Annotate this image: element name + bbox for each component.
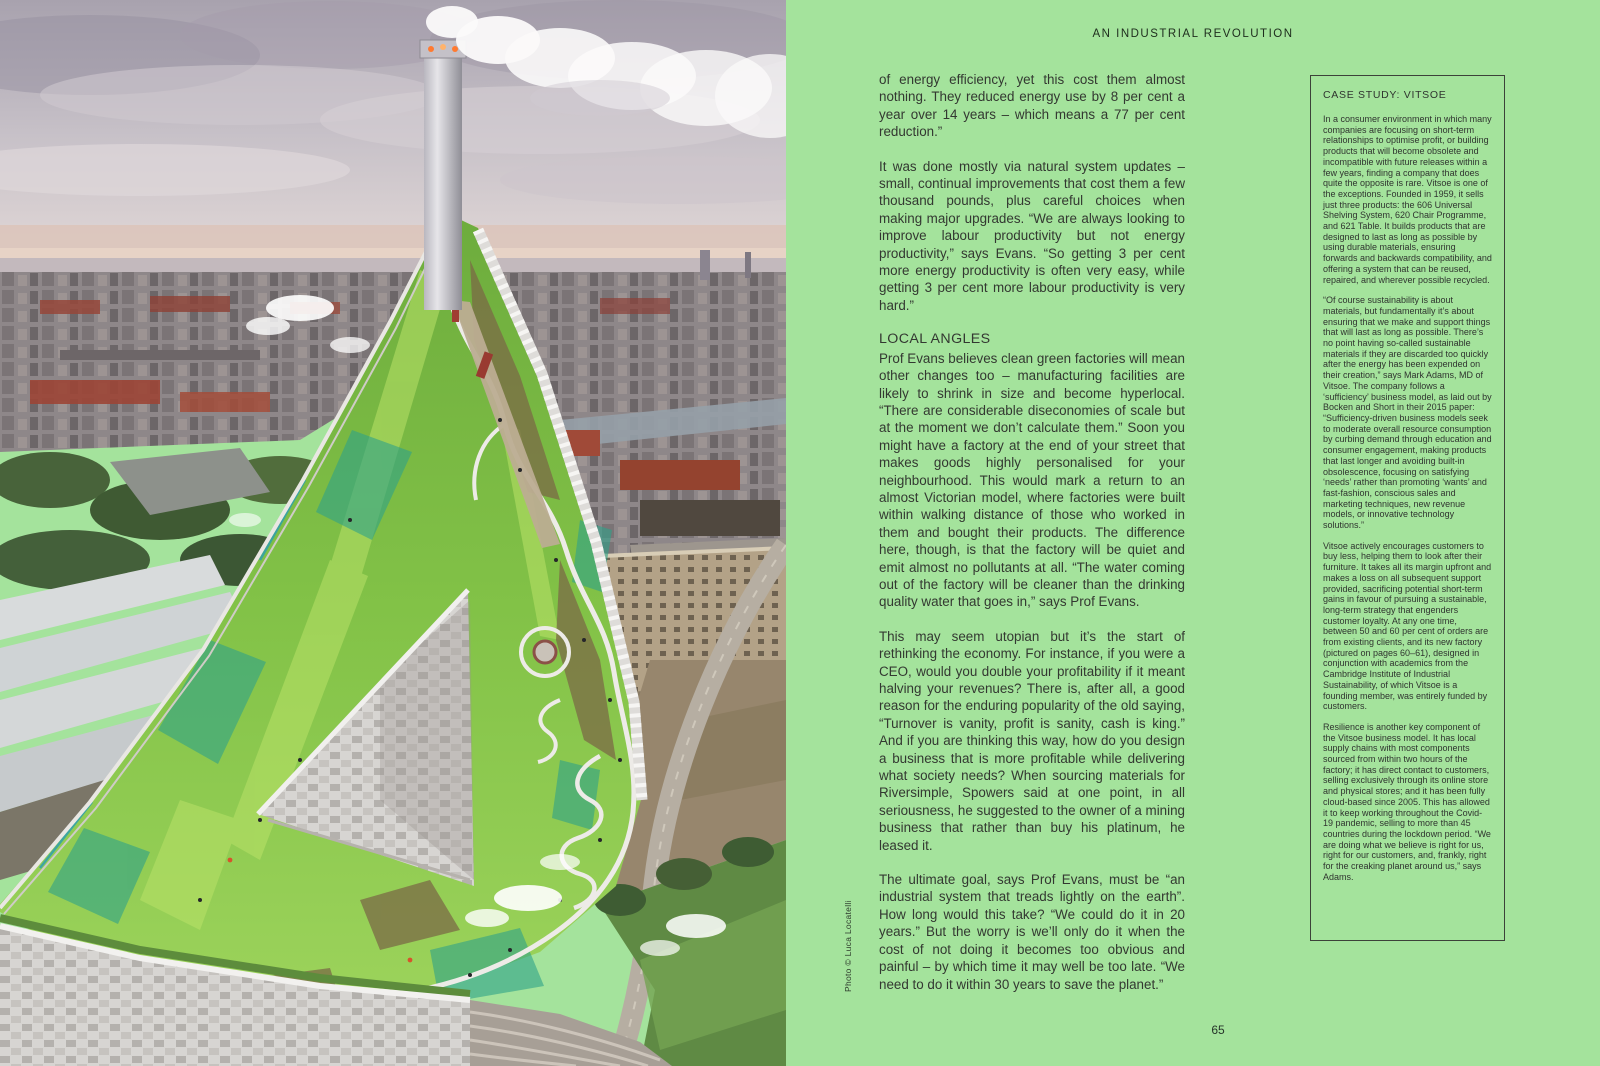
page-number: 65 xyxy=(1211,1023,1225,1037)
article-paragraph: It was done mostly via natural system updates – small, continual improvements that cost them a few thousand pounds, plus careful choices when making major upgrades. “We are always looking to improve labour productivity but not energy productivity,” says Evans. “So getting 3 per cent more energy productivity is often very easy, while getting 3 per cent more labour productivity is very hard.” xyxy=(879,158,1185,313)
case-study-paragraph: Resilience is another key component of the Vitsoe business model. It has local supply chains with most components sourced from within two hours of the factory; it has direct contact to customers, selling exclusively through its online store and physical stores; and it has been fully cloud-based since 2005. This has allowed it to keep working throughout the Covid-19 pandemic, selling to more than 45 countries during the lockdown period. “We are doing what we believe is right for us, right for our customers, and, frankly, right for the creaking planet around us,” says Adams. xyxy=(1323,721,1491,882)
case-study-paragraph: In a consumer environment in which many companies are focusing on short-term relationships to optimise profit, or building products that will become obsolete and incompatible with future releases within a few years, finding a company that does quite the opposite is rare. Vitsoe is one of the exceptions. Founded in 1959, it sells just three products: the 606 Universal Shelving System, 620 Chair Programme, and 621 Table. It builds products that are designed to last as long as possible by using durable materials, ensuring forwards and backwards compatibility, and offering a system that can be reused, repaired, and wherever possible recycled. xyxy=(1323,114,1492,285)
aerial-photo-copenhill xyxy=(0,0,786,1066)
case-study-title: CASE STUDY: VITSOE xyxy=(1323,89,1447,101)
article-column xyxy=(879,71,1185,993)
aerial-photo-illustration xyxy=(0,0,786,1066)
section-heading-local-angles: LOCAL ANGLES xyxy=(879,331,991,348)
article-paragraph: This may seem utopian but it’s the start of rethinking the economy. For instance, if you were a CEO, would you double your profitability if it meant halving your revenues? There is, after all, a good reason for the enduring popularity of the old saying, “Turnover is vanity, profit is sanity, cash is king.” And if you are thinking this way, how do you design a business that is more profitable while delivering what society needs? When sourcing materials for Riversimple, Spowers said at one point, in all seriousness, he suggested to the owner of a mining business that rather than buy his platinum, he leased it. xyxy=(879,628,1185,853)
article-paragraph: of energy efficiency, yet this cost them almost nothing. They reduced energy use by 8 per cent a year over 14 years – which means a 77 per cent reduction.” xyxy=(879,72,1185,140)
article-paragraph: The ultimate goal, says Prof Evans, must be “an industrial system that treads lightly on the earth”. How long would this take? “We could do it in 20 years.” But the worry is we’ll only do it when the cost of not doing it becomes too obvious and painful – by which time it may well be too late. “We need to do it within 30 years to save the planet.” xyxy=(879,872,1185,992)
case-study-paragraph: Vitsoe actively encourages customers to buy less, helping them to look after their furniture. It takes all its margin upfront and makes a loss on all subsequent support provided, sacrificing potential short-term gains in favour of pursuing a sustainable, long-term strategy that engenders customer loyalty. At any one time, between 50 and 60 per cent of orders are from existing clients, and its new factory (pictured on pages 60–61), designed in conjunction with academics from the Cambridge Institute of Industrial Sustainability, of which Vitsoe is a founding member, was entirely funded by customers. xyxy=(1323,540,1492,712)
case-study-box xyxy=(1310,75,1505,941)
case-study-paragraph: “Of course sustainability is about materials, but fundamentally it’s about ensuring that we make and support things that will last as long as possible. There’s no point having so-called sustainable materials if they are discarded too quickly after the energy has been expended on their creation,” says Mark Adams, MD of Vitsoe. The company follows a ‘sufficiency’ business model, as laid out by Bocken and Short in their 2015 paper: “Sufficiency-driven business models seek to moderate overall resource consumption by curbing demand through education and consumer engagement, making products that last longer and avoiding built-in obsolescence, focusing on satisfying ‘needs’ rather than promoting ‘wants’ and fast-fashion, conscious sales and marketing techniques, new revenue models, or innovative technology solutions.” xyxy=(1323,295,1492,531)
photo-credit: Photo © Luca Locatelli xyxy=(843,900,853,992)
running-header: AN INDUSTRIAL REVOLUTION xyxy=(1092,28,1294,40)
article-paragraph: Prof Evans believes clean green factories will mean other changes too – manufacturing facilities are likely to shrink in size and become hyperlocal. “There are considerable diseconomies of scale but at the moment we don’t calculate them.” Soon you might have a factory at the end of your street that makes goods highly personalised for your neighbourhood. This would mark a return to an almost Victorian model, where factories were built within walking distance of those who worked in them and bought their products. The difference here, though, is that the factory will be quiet and emit almost no pollutants at all. “The water coming out of the factory will be cleaner than the drinking quality water that goes in,” says Prof Evans. xyxy=(879,350,1185,610)
